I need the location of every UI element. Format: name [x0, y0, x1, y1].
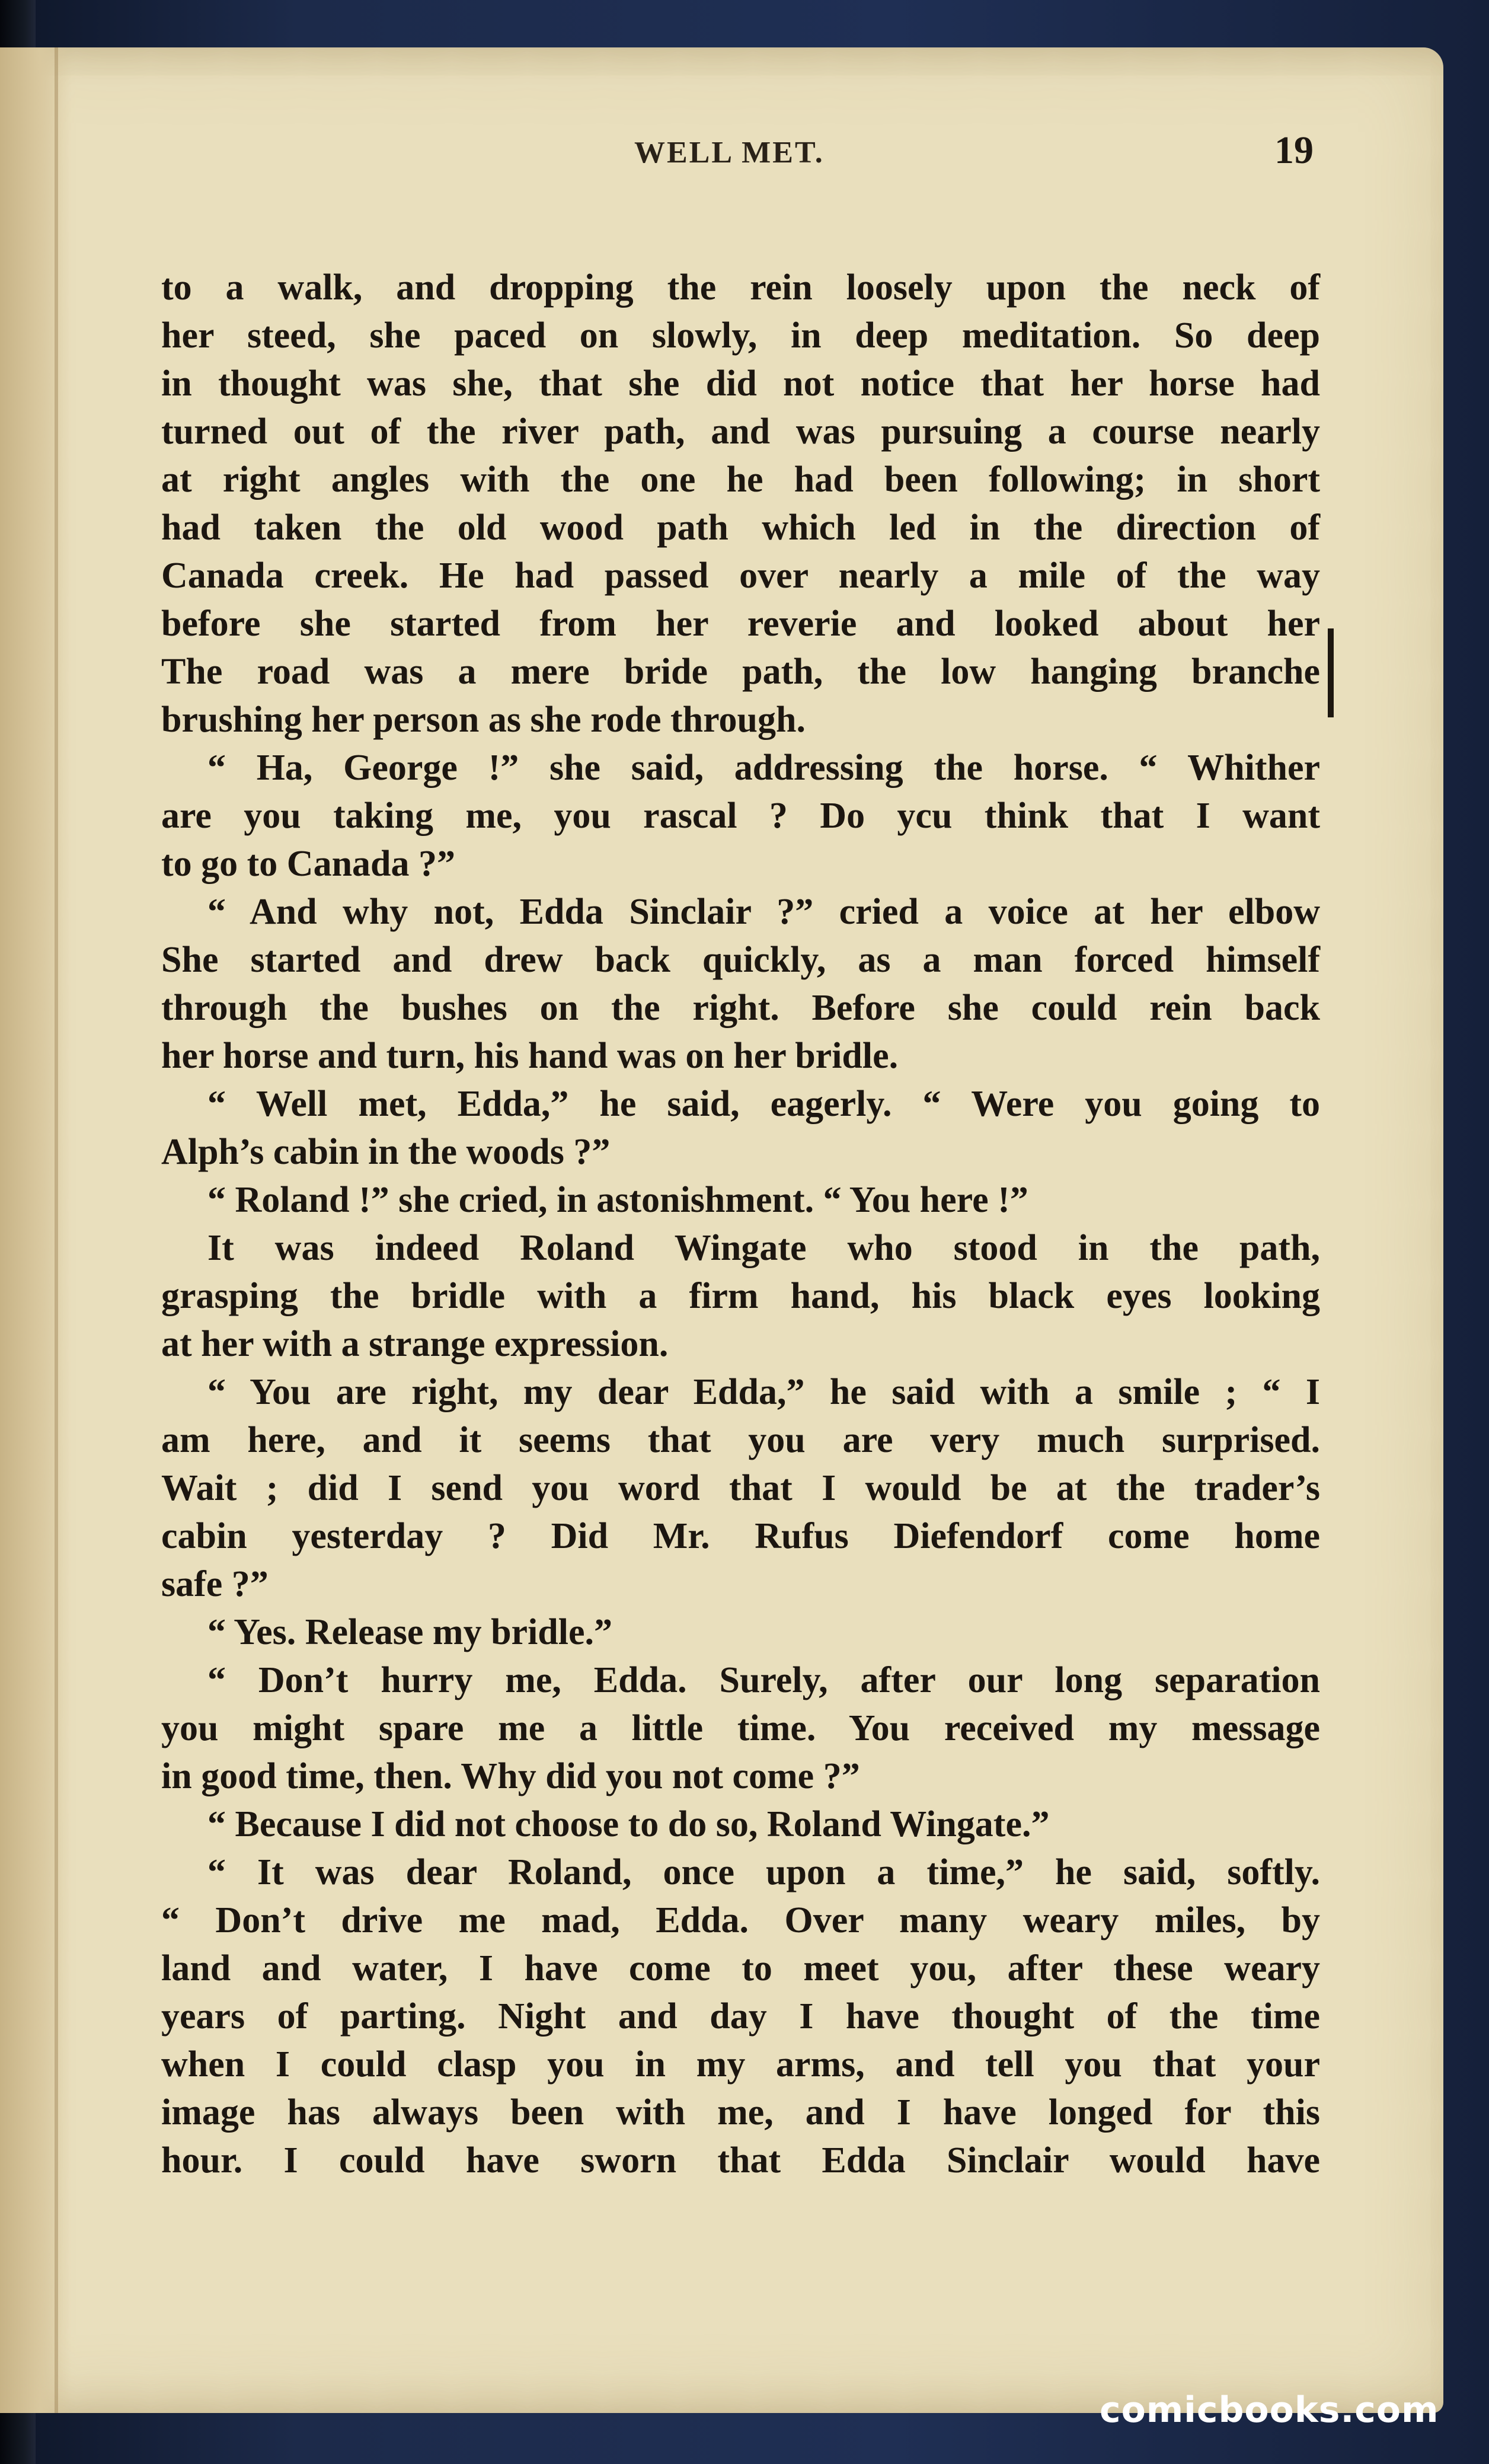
text-line: am here, and it seems that you are very much surprised. [161, 1420, 1320, 1460]
running-head: WELL MET. [634, 136, 825, 170]
text-line: when I could clasp you in my arms, and tell you that your [161, 2044, 1320, 2085]
text-line: “ You are right, my dear Edda,” he said with a smile ; “ I [207, 1372, 1320, 1412]
text-line: to a walk, and dropping the rein loosely upon the neck of [161, 267, 1320, 308]
page-gutter [0, 47, 71, 2413]
text-line: years of parting. Night and day I have thought of the time [161, 1996, 1320, 2037]
text-line: her steed, she paced on slowly, in deep meditation. So deep [161, 315, 1320, 356]
text-line: through the bushes on the right. Before she could rein back [161, 988, 1320, 1028]
text-line: “ Well met, Edda,” he said, eagerly. “ Were you going to [207, 1084, 1320, 1124]
text-line: you might spare me a little time. You received my message [161, 1708, 1320, 1748]
text-line: turned out of the river path, and was pursuing a course nearly [161, 411, 1320, 452]
text-line: “ Don’t hurry me, Edda. Surely, after our long separation [207, 1660, 1320, 1700]
text-line: “ Because I did not choose to do so, Roland Wingate.” [207, 1804, 1050, 1844]
text-line: image has always been with me, and I have longed for this [161, 2092, 1320, 2133]
text-line: brushing her person as she rode through. [161, 700, 806, 740]
text-line: Canada creek. He had passed over nearly a mile of the way [161, 556, 1320, 596]
text-line: in good time, then. Why did you not come ?” [161, 1756, 860, 1796]
gutter-fold [55, 47, 58, 2413]
text-line: hour. I could have sworn that Edda Sinclair would have [161, 2140, 1320, 2181]
text-line: It was indeed Roland Wingate who stood in the path, [207, 1228, 1320, 1268]
text-line: “ It was dear Roland, once upon a time,” he said, softly. [207, 1852, 1320, 1892]
text-line: “ Don’t drive me mad, Edda. Over many weary miles, by [161, 1900, 1320, 1940]
text-line: Alph’s cabin in the woods ?” [161, 1132, 611, 1172]
text-line: to go to Canada ?” [161, 844, 456, 884]
text-line: at her with a strange expression. [161, 1324, 669, 1364]
text-line: safe ?” [161, 1564, 269, 1604]
text-line: “ Roland !” she cried, in astonishment. “ You here !” [207, 1180, 1028, 1220]
margin-mark [1328, 628, 1334, 717]
body-text [161, 264, 1320, 2185]
text-line: land and water, I have come to meet you, after these weary [161, 1948, 1320, 1989]
text-line: Wait ; did I send you word that I would be at the trader’s [161, 1468, 1320, 1508]
text-line: her horse and turn, his hand was on her bridle. [161, 1036, 899, 1076]
text-line: cabin yesterday ? Did Mr. Rufus Diefendorf come home [161, 1516, 1320, 1556]
watermark: comicbooks.com [1100, 2389, 1439, 2431]
text-line: had taken the old wood path which led in the direction of [161, 508, 1320, 548]
text-line: She started and drew back quickly, as a man forced himself [161, 940, 1320, 980]
text-line: grasping the bridle with a firm hand, his black eyes looking [161, 1276, 1320, 1316]
page-number: 19 [1274, 129, 1314, 172]
text-line: before she started from her reverie and looked about her [161, 604, 1320, 644]
text-line: in thought was she, that she did not notice that her horse had [161, 363, 1320, 404]
text-line: are you taking me, you rascal ? Do ycu think that I want [161, 796, 1320, 836]
text-line: “ Yes. Release my bridle.” [207, 1612, 613, 1652]
text-line: The road was a mere bride path, the low hanging branche [161, 652, 1320, 692]
text-line: “ And why not, Edda Sinclair ?” cried a voice at her elbow [207, 892, 1320, 932]
text-line: “ Ha, George !” she said, addressing the horse. “ Whither [207, 748, 1320, 788]
text-line: at right angles with the one he had been following; in short [161, 459, 1320, 500]
